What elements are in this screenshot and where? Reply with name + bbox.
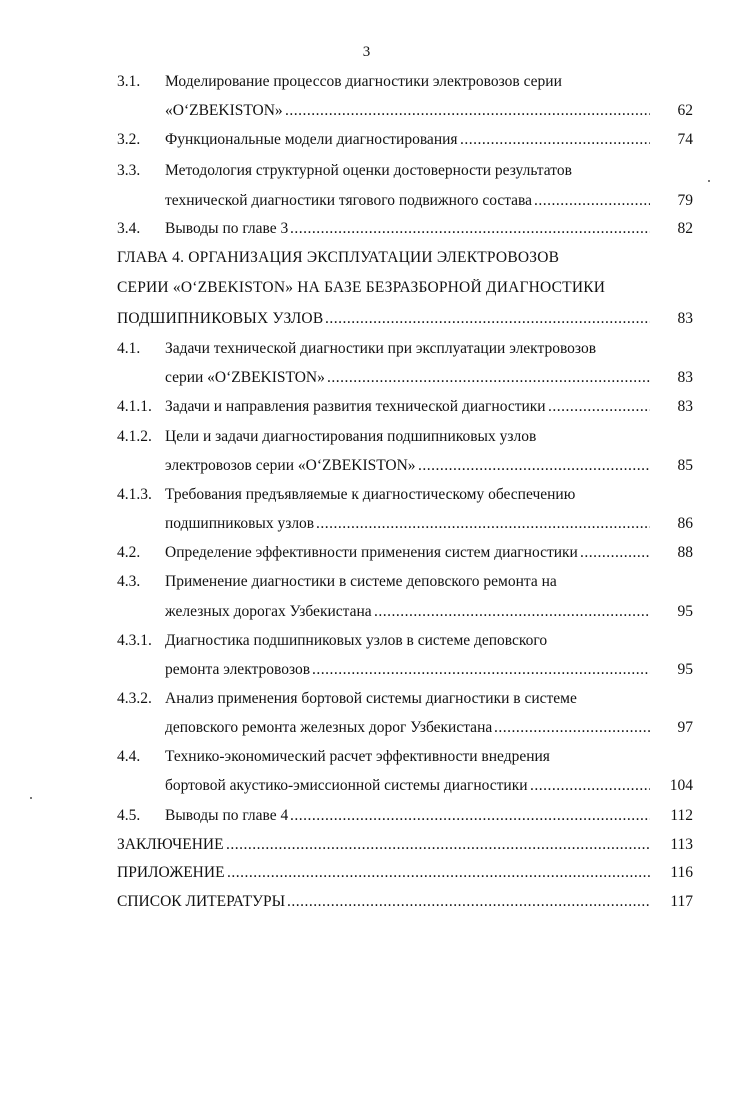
toc-section-number: 4.3. [117,573,141,590]
toc-page-number: 112 [670,807,693,824]
toc-page-number: 88 [677,544,693,561]
toc-line [0,73,733,97]
toc-section-number: 4.5. [117,807,141,824]
toc-entry-text: Выводы по главе 4 [165,807,289,824]
toc-line [0,632,733,656]
toc-line [0,102,733,126]
dot-leader [287,893,650,911]
toc-line [0,162,733,186]
toc-entry-text: подшипниковых узлов [165,515,315,532]
toc-entry-text: СПИСОК ЛИТЕРАТУРЫ [117,893,286,910]
toc-page-number: 82 [677,220,693,237]
toc-entry-text: Применение диагностики в системе деповского ремонта на [165,573,557,590]
toc-entry-text: Задачи технической диагностики при эксплуатации электровозов [165,340,597,357]
dot-leader [290,807,650,825]
toc-page-number: 74 [677,131,693,148]
toc-page-number: 113 [670,836,693,853]
toc-line [0,398,733,422]
dot-leader [325,310,650,328]
toc-line [0,279,733,303]
toc-line [0,836,733,860]
toc-line [0,486,733,510]
toc-entry-text: железных дорогах Узбекистана [165,603,372,620]
toc-entry-text: бортовой акустико-эмиссионной системы диагностики [165,777,528,794]
toc-line [0,192,733,216]
dot-leader [548,398,650,416]
toc-entry-text: Моделирование процессов диагностики электровозов серии [165,73,562,90]
toc-entry-text: ремонта электровозов [165,661,311,678]
toc-line [0,249,733,273]
dot-leader [494,719,650,737]
toc-section-number: 4.1.2. [117,428,152,445]
toc-page-number: 97 [677,719,693,736]
toc-section-number: 3.4. [117,220,141,237]
toc-line [0,310,733,334]
toc-section-number: 4.2. [117,544,141,561]
toc-entry-text: «O‘ZBEKISTON» [165,102,283,119]
toc-page-number: 116 [670,864,693,881]
toc-entry-text: Технико-экономический расчет эффективности внедрения [165,748,550,765]
toc-section-number: 4.3.2. [117,690,152,707]
dot-leader [580,544,650,562]
toc-page-number: 83 [677,369,693,386]
toc-line [0,864,733,888]
dot-leader [374,603,650,621]
toc-section-number: 3.2. [117,131,141,148]
dot-leader [316,515,650,533]
toc-page-number: 104 [669,777,693,794]
toc-line [0,748,733,772]
toc-entry-text: Требования предъявляемые к диагностическому обеспечению [165,486,576,503]
toc-section-number: 4.1. [117,340,141,357]
toc-section-number: 4.1.3. [117,486,152,503]
dot-leader [327,369,650,387]
toc-line [0,544,733,568]
toc-page-number: 62 [677,102,693,119]
toc-page-number: 83 [677,310,693,327]
toc-entry-text: Определение эффективности применения систем диагностики [165,544,578,561]
toc-page-number: 95 [677,661,693,678]
dot-leader [534,192,650,210]
chapter-title-line: ГЛАВА 4. ОРГАНИЗАЦИЯ ЭКСПЛУАТАЦИИ ЭЛЕКТРОВОЗОВ [117,249,560,266]
toc-page-number: 95 [677,603,693,620]
toc-section-number: 4.4. [117,748,141,765]
toc-entry-text: серии «O‘ZBEKISTON» [165,369,325,386]
toc-page-number: 83 [677,398,693,415]
toc-line [0,515,733,539]
toc-entry-text: Выводы по главе 3 [165,220,289,237]
toc-section-number: 3.1. [117,73,141,90]
toc-page-number: 79 [677,192,693,209]
dot-leader [530,777,650,795]
toc-entry-text: Методология структурной оценки достоверности результатов [165,162,572,179]
toc-section-number: 4.1.1. [117,398,152,415]
toc-entry-text: ЗАКЛЮЧЕНИЕ [117,836,224,853]
toc-line [0,777,733,801]
toc-line [0,369,733,393]
chapter-title-line: ПОДШИПНИКОВЫХ УЗЛОВ [117,310,324,327]
toc-entry-text: Цели и задачи диагностирования подшипниковых узлов [165,428,537,445]
dot-leader [227,864,650,882]
toc-page-number: 117 [670,893,693,910]
toc-line [0,131,733,155]
dot-leader [226,836,650,854]
toc-line [0,893,733,917]
toc-line [0,719,733,743]
dot-leader [312,661,650,679]
toc-entry-text: электровозов серии «O‘ZBEKISTON» [165,457,416,474]
toc-line [0,603,733,627]
toc-line [0,220,733,244]
dot-leader [418,457,650,475]
toc-section-number: 3.3. [117,162,141,179]
toc-line [0,457,733,481]
toc-line [0,340,733,364]
toc-page-number: 85 [677,457,693,474]
toc-line [0,428,733,452]
toc-page-number: 86 [677,515,693,532]
scan-speck-right [708,180,710,182]
toc-entry-text: деповского ремонта железных дорог Узбекистана [165,719,493,736]
scan-speck-left [30,797,32,799]
toc-section-number: 4.3.1. [117,632,152,649]
toc-entry-text: Задачи и направления развития технической диагностики [165,398,546,415]
dot-leader [460,131,650,149]
toc-entry-text: Диагностика подшипниковых узлов в системе деповского [165,632,548,649]
toc-entry-text: технической диагностики тягового подвижного состава [165,192,533,209]
page-number: 3 [362,44,371,60]
toc-entry-text: Анализ применения бортовой системы диагностики в системе [165,690,577,707]
toc-line [0,573,733,597]
toc-entry-text: ПРИЛОЖЕНИЕ [117,864,225,881]
dot-leader [285,102,650,120]
dot-leader [290,220,650,238]
toc-line [0,661,733,685]
chapter-title-line: СЕРИИ «O‘ZBEKISTON» НА БАЗЕ БЕЗРАЗБОРНОЙ ДИАГНОСТИКИ [117,279,606,296]
toc-entry-text: Функциональные модели диагностирования [165,131,458,148]
toc-line [0,690,733,714]
toc-line [0,807,733,831]
